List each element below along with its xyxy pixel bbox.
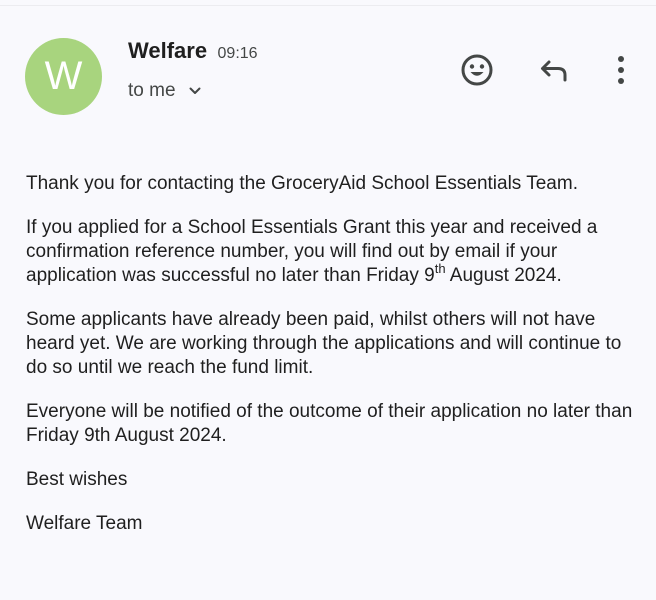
body-paragraph-2-end: August 2024. bbox=[445, 265, 562, 286]
email-header bbox=[0, 0, 656, 130]
timestamp: 09:16 bbox=[217, 45, 258, 62]
body-paragraph-2 bbox=[26, 216, 636, 288]
sender-line bbox=[128, 38, 258, 64]
avatar-initial: W bbox=[44, 54, 83, 98]
email-body bbox=[26, 172, 636, 556]
more-options-button[interactable] bbox=[603, 52, 639, 88]
smiley-icon bbox=[460, 53, 494, 87]
closing: Best wishes bbox=[26, 469, 128, 490]
recipient-label: to me bbox=[128, 80, 176, 101]
signature: Welfare Team bbox=[26, 513, 143, 534]
add-reaction-button[interactable] bbox=[459, 52, 495, 88]
body-paragraph-4: Everyone will be notified of the outcome of their application no later than Friday 9th August 2024. bbox=[26, 401, 633, 446]
reply-button[interactable] bbox=[536, 52, 572, 88]
vertical-dots-icon bbox=[616, 55, 626, 85]
reply-arrow-icon bbox=[538, 54, 570, 86]
recipient-details-toggle[interactable] bbox=[128, 80, 202, 102]
chevron-down-icon bbox=[188, 84, 202, 98]
ordinal-suffix: th bbox=[434, 261, 446, 276]
body-paragraph-3: Some applicants have already been paid, whilst others will not have heard yet. We are working through the applications and will continue to do so until we reach the fund limit. bbox=[26, 309, 622, 378]
sender-avatar[interactable] bbox=[25, 38, 102, 115]
sender-name[interactable]: Welfare bbox=[128, 38, 208, 63]
body-paragraph-1: Thank you for contacting the GroceryAid School Essentials Team. bbox=[26, 173, 578, 194]
body-paragraph-2-text: If you applied for a School Essentials Grant this year and received a confirmation reference number, you will find out by email if your application was successful no later than Friday 9 bbox=[26, 217, 598, 286]
